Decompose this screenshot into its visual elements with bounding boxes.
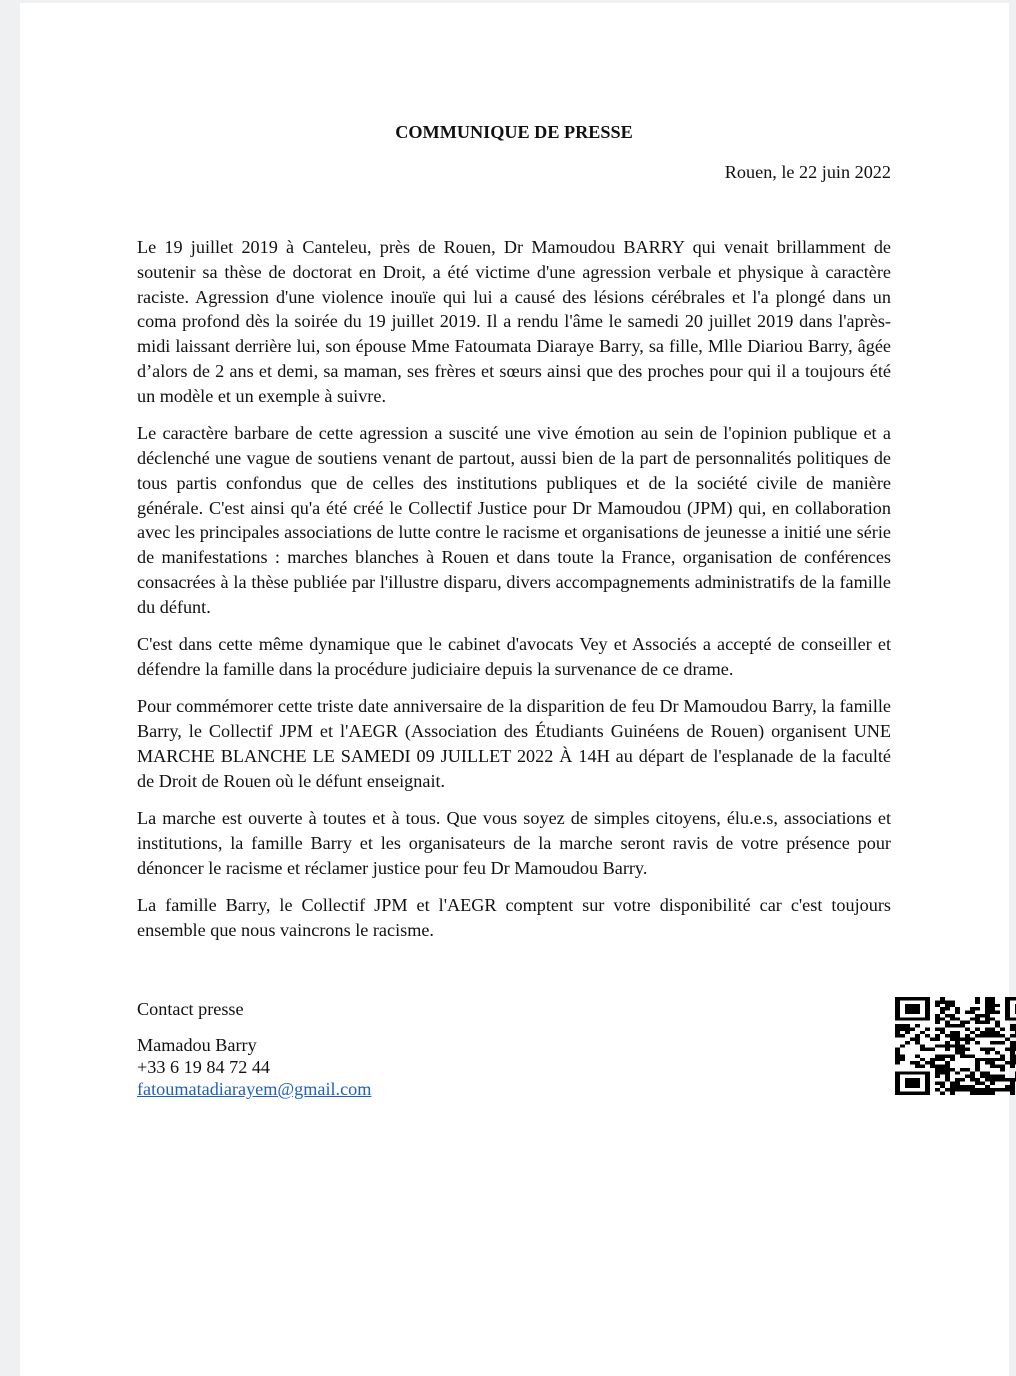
date-line: Rouen, le 22 juin 2022	[724, 162, 891, 182]
paragraph: Le 19 juillet 2019 à Canteleu, près de Rouen, Dr Mamoudou BARRY qui venait brillamment de soutenir sa thèse de doctorat en Droit, a été victime d'une agression verbale et physique à caractère raciste. Agression d'une violence inouïe qui lui a causé des lésions cérébrales et l'a plongé dans un coma profond dès la soirée du 19 juillet 2019. Il a rendu l'âme le samedi 20 juillet 2019 dans l'après-midi laissant derrière lui, son épouse Mme Fatoumata Diaraye Barry, sa fille, Mlle Diariou Barry, âgée d’alors de 2 ans et demi, sa maman, ses frères et sœurs ainsi que des proches pour qui il a toujours été un modèle et un exemple à suivre.	[137, 237, 891, 406]
contact-label: Contact presse	[137, 999, 244, 1019]
document-title: COMMUNIQUE DE PRESSE	[395, 122, 633, 142]
paragraph: C'est dans cette même dynamique que le cabinet d'avocats Vey et Associés a accepté de conseiller et défendre la famille dans la procédure judiciaire depuis la survenance de ce drame.	[137, 634, 891, 679]
contact-email-link[interactable]: fatoumatadiarayem@gmail.com	[137, 1079, 372, 1099]
qr-code-icon	[895, 997, 1016, 1095]
paragraph: La marche est ouverte à toutes et à tous. Que vous soyez de simples citoyens, élu.e.s, associations et institutions, la famille Barry et les organisateurs de la marche seront ravis de votre présence pour dénoncer le racisme et réclamer justice pour feu Dr Mamoudou Barry.	[137, 808, 891, 878]
press-contact	[137, 998, 371, 1100]
contact-name: Mamadou Barry	[137, 1035, 257, 1055]
document-page	[20, 3, 1009, 1376]
contact-phone: +33 6 19 84 72 44	[137, 1057, 271, 1077]
paragraph: Le caractère barbare de cette agression a suscité une vive émotion au sein de l'opinion publique et a déclenché une vague de soutiens venant de partout, aussi bien de la part de personnalités politiques de tous partis confondus que de celles des institutions publiques et de la société civile de manière générale. C'est ainsi qu'a été créé le Collectif Justice pour Dr Mamoudou (JPM) qui, en collaboration avec les principales associations de lutte contre le racisme et organisations de jeunesse a initié une série de manifestations : marches blanches à Rouen et dans toute la France, organisation de conférences consacrées à la thèse publiée par l'illustre disparu, divers accompagnements administratifs de la famille du défunt.	[137, 423, 891, 617]
paragraph: La famille Barry, le Collectif JPM et l'AEGR comptent sur votre disponibilité car c'est toujours ensemble que nous vaincrons le racisme.	[137, 895, 891, 940]
paragraph: Pour commémorer cette triste date anniversaire de la disparition de feu Dr Mamoudou Barry, la famille Barry, le Collectif JPM et l'AEGR (Association des Étudiants Guinéens de Rouen) organisent UNE MARCHE BLANCHE LE SAMEDI 09 JUILLET 2022 À 14H au départ de l'esplanade de la faculté de Droit de Rouen où le défunt enseignait.	[137, 696, 891, 791]
document-body	[137, 235, 891, 955]
